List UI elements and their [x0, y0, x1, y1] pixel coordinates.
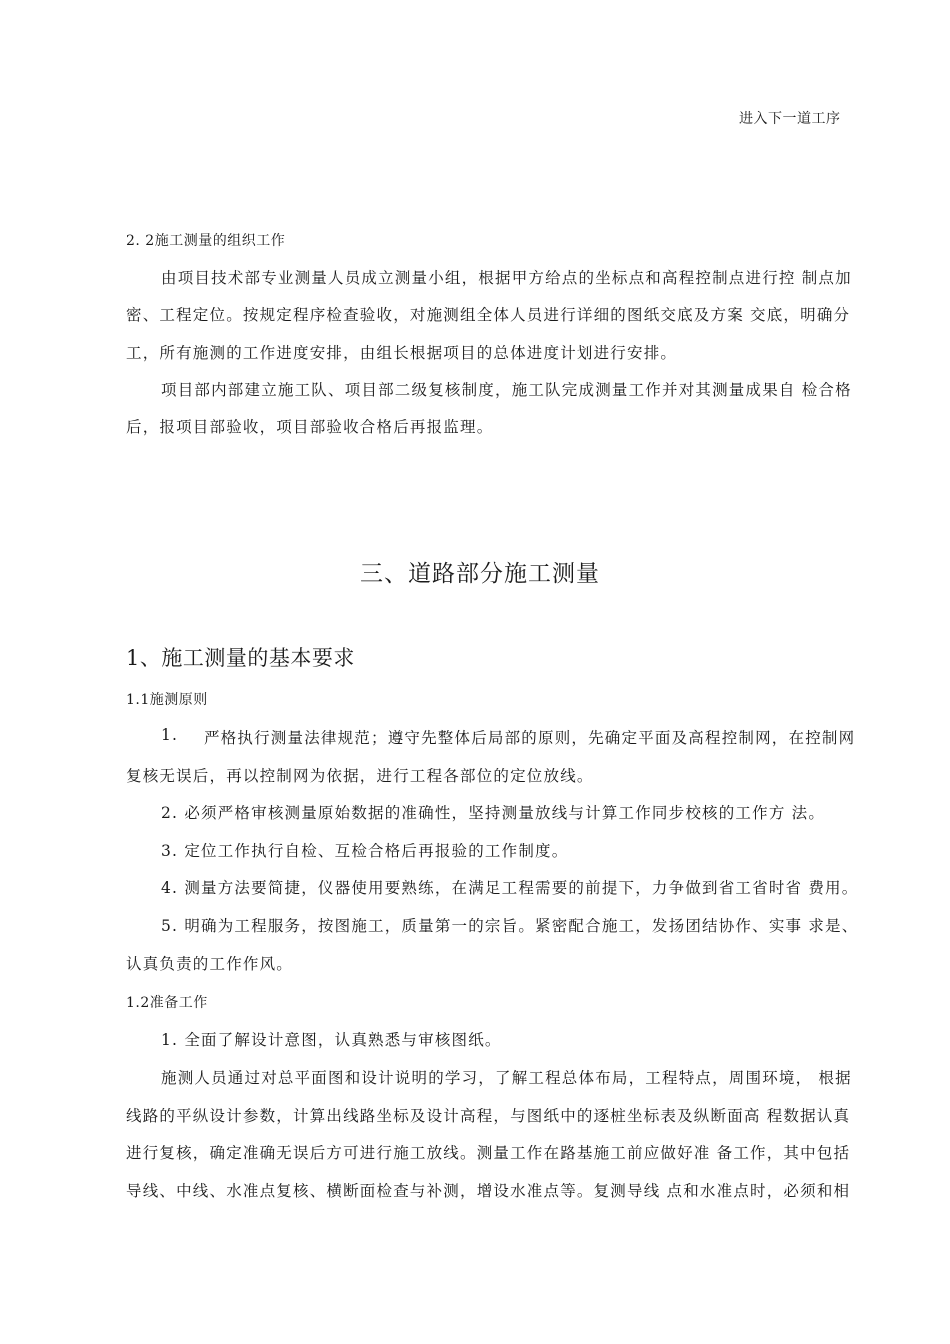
chapter-title: 三、道路部分施工测量 — [360, 561, 600, 587]
list-item-text: 复核无误后，再以控制网为依据，进行工程各部位的定位放线。 — [126, 767, 594, 785]
list-item-text: 严格执行测量法律规范；遵守先整体后局部的原则，先确定平面及高程控制网，在控制网 — [204, 729, 856, 747]
list-item-text: 1. 全面了解设计意图，认真熟悉与审核图纸。 — [161, 1031, 502, 1049]
section-2-2-heading: 2. 2施工测量的组织工作 — [126, 233, 286, 249]
paragraph-line: 导线、中线、水准点复核、横断面检查与补测，增设水准点等。复测导线 点和水准点时，必须和相 — [126, 1182, 851, 1200]
list-item-text: 4. 测量方法要简捷，仪器使用要熟练，在满足工程需要的前提下，力争做到省工省时省 费用。 — [161, 879, 859, 897]
paragraph-line: 项目部内部建立施工队、项目部二级复核制度，施工队完成测量工作并对其测量成果自 检合格 — [161, 381, 852, 399]
list-item-number: 1. — [161, 726, 179, 744]
paragraph-line: 由项目技术部专业测量人员成立测量小组，根据甲方给点的坐标点和高程控制点进行控 制点加 — [161, 269, 852, 287]
section-1-heading: 1、施工测量的基本要求 — [126, 646, 355, 670]
paragraph-line: 施测人员通过对总平面图和设计说明的学习，了解工程总体布局，工程特点，周围环境， 根据 — [161, 1069, 852, 1087]
section-1-1-heading: 1.1施测原则 — [126, 692, 208, 708]
list-item-text: 5. 明确为工程服务，按图施工，质量第一的宗旨。紧密配合施工，发扬团结协作、实事 求是、 — [161, 917, 859, 935]
paragraph-line: 工，所有施测的工作进度安排，由组长根据项目的总体进度计划进行安排。 — [126, 344, 678, 362]
paragraph-line: 后，报项目部验收，项目部验收合格后再报监理。 — [126, 418, 494, 436]
paragraph-line: 线路的平纵设计参数，计算出线路坐标及设计高程，与图纸中的逐桩坐标表及纵断面高 程数据认真 — [126, 1107, 851, 1125]
list-item-text: 认真负责的工作作风。 — [126, 955, 294, 973]
list-item-text: 2. 必须严格审核测量原始数据的准确性，坚持测量放线与计算工作同步校核的工作方 法。 — [161, 804, 826, 822]
paragraph-line: 密、工程定位。按规定程序检查验收，对施测组全体人员进行详细的图纸交底及方案 交底，明确分 — [126, 306, 851, 324]
section-1-2-heading: 1.2准备工作 — [126, 995, 208, 1011]
list-item-text: 3. 定位工作执行自检、互检合格后再报验的工作制度。 — [161, 842, 569, 860]
header-note: 进入下一道工序 — [739, 111, 841, 127]
paragraph-line: 进行复核，确定准确无误后方可进行施工放线。测量工作在路基施工前应做好准 备工作，其中包括 — [126, 1144, 851, 1162]
